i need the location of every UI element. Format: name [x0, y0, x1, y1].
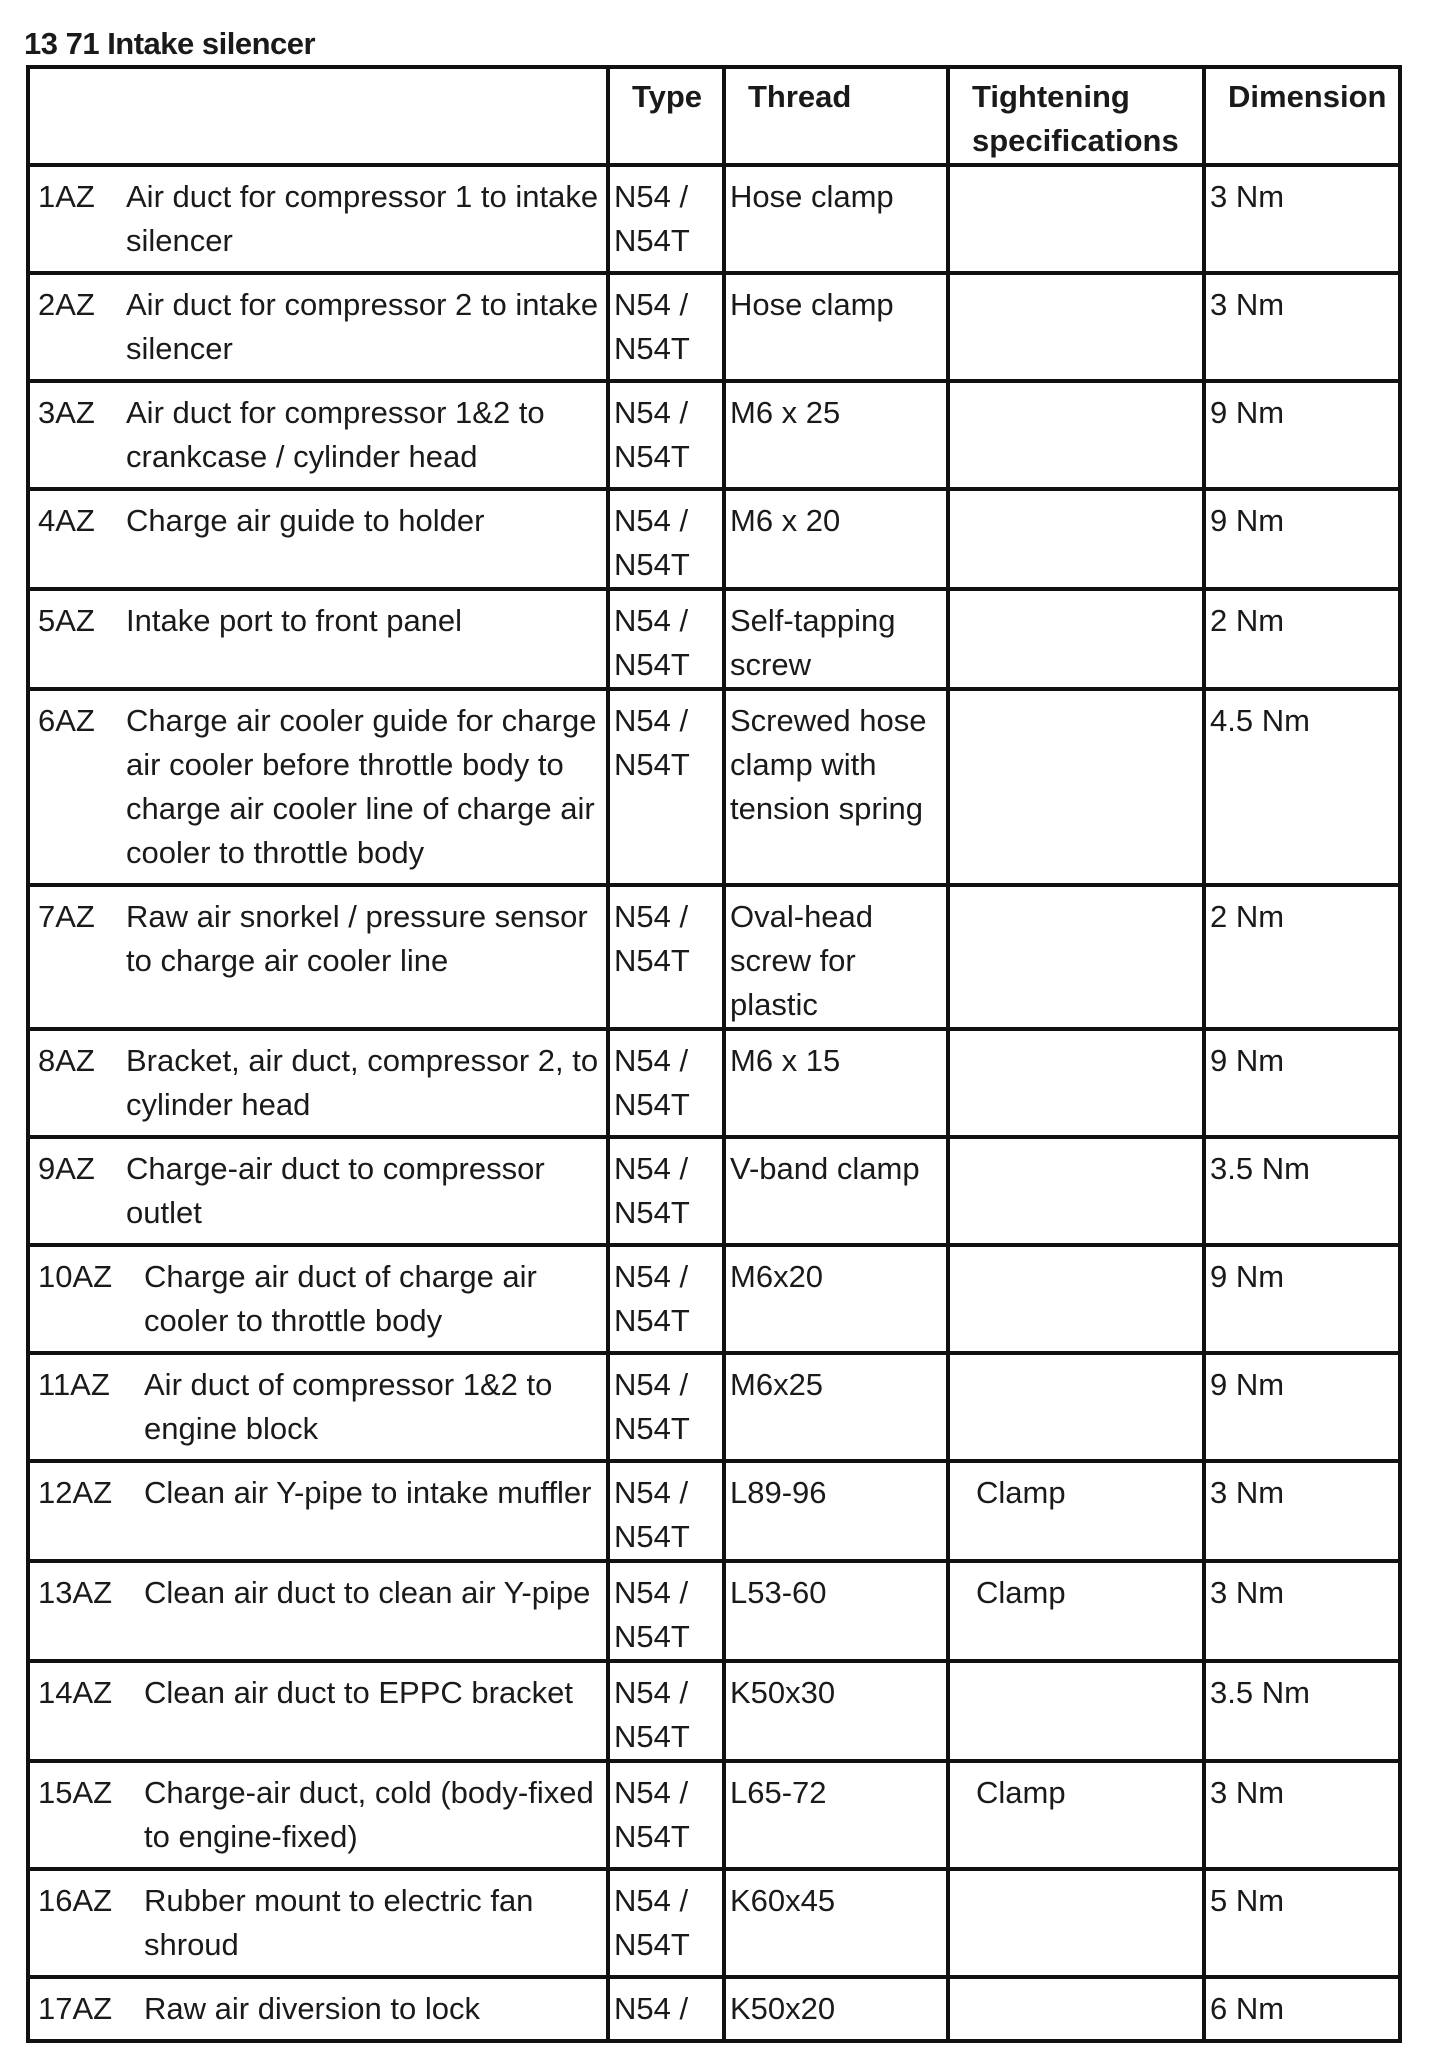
row-type-cell — [608, 1245, 724, 1353]
type-line-2: N54T — [614, 439, 690, 474]
item-code: 12AZ — [38, 1475, 113, 1510]
row-thread-cell: Hose clamp — [724, 273, 948, 381]
row-description-cell — [28, 273, 608, 381]
row-thread-cell: K50x30 — [724, 1661, 948, 1761]
row-dimension-cell: 3 Nm — [1204, 1461, 1400, 1561]
table-row — [28, 1137, 1400, 1245]
type-line-2: N54T — [614, 331, 690, 366]
table-row — [28, 1761, 1400, 1869]
row-dimension-cell: 3 Nm — [1204, 273, 1400, 381]
row-dimension-cell: 3 Nm — [1204, 1761, 1400, 1869]
table-body — [28, 165, 1400, 2041]
item-description: Air duct of compressor 1&2 to engine block — [144, 1367, 553, 1446]
row-dimension-cell: 9 Nm — [1204, 1353, 1400, 1461]
row-description-cell — [28, 1977, 608, 2041]
type-line-1: N54 / — [614, 1151, 689, 1186]
row-thread-cell: K60x45 — [724, 1869, 948, 1977]
row-type-cell — [608, 1461, 724, 1561]
type-line-1: N54 / — [614, 1043, 689, 1078]
row-description-cell — [28, 165, 608, 273]
row-dimension-cell: 9 Nm — [1204, 381, 1400, 489]
row-type-cell — [608, 589, 724, 689]
row-description-cell — [28, 489, 608, 589]
item-description: Bracket, air duct, compressor 2, to cylinder head — [126, 1043, 599, 1122]
header-type: Type — [608, 67, 724, 165]
item-code: 7AZ — [38, 899, 95, 934]
table-row — [28, 1561, 1400, 1661]
table-row — [28, 689, 1400, 885]
table-row — [28, 165, 1400, 273]
table-row — [28, 1029, 1400, 1137]
item-description: Air duct for compressor 2 to intake silencer — [126, 287, 599, 366]
row-thread-cell: L53-60 — [724, 1561, 948, 1661]
type-line-1: N54 / — [614, 703, 689, 738]
type-line-1: N54 / — [614, 287, 689, 322]
type-line-2: N54T — [614, 1303, 690, 1338]
type-line-2: N54T — [614, 1411, 690, 1446]
row-description-cell — [28, 689, 608, 885]
row-thread-cell: M6x25 — [724, 1353, 948, 1461]
row-type-cell — [608, 1029, 724, 1137]
type-line-1: N54 / — [614, 1259, 689, 1294]
table-row — [28, 1661, 1400, 1761]
header-dimension: Dimension — [1204, 67, 1400, 165]
row-description-cell — [28, 381, 608, 489]
row-dimension-cell: 9 Nm — [1204, 1029, 1400, 1137]
table-row — [28, 381, 1400, 489]
type-line-2: N54T — [614, 223, 690, 258]
type-line-2: N54T — [614, 647, 690, 682]
table-row — [28, 1977, 1400, 2041]
table-header-row — [28, 67, 1400, 165]
row-thread-cell: V-band clamp — [724, 1137, 948, 1245]
row-type-cell — [608, 1761, 724, 1869]
table-row — [28, 1461, 1400, 1561]
type-line-2: N54T — [614, 547, 690, 582]
item-code: 2AZ — [38, 287, 95, 322]
row-dimension-cell: 3.5 Nm — [1204, 1137, 1400, 1245]
type-line-1: N54 / — [614, 1575, 689, 1610]
header-thread: Thread — [724, 67, 948, 165]
item-code: 8AZ — [38, 1043, 95, 1078]
type-line-1: N54 / — [614, 1475, 689, 1510]
row-dimension-cell: 3 Nm — [1204, 1561, 1400, 1661]
row-type-cell — [608, 489, 724, 589]
row-dimension-cell: 2 Nm — [1204, 589, 1400, 689]
row-type-cell — [608, 273, 724, 381]
row-tightening-cell — [948, 381, 1204, 489]
row-description-cell — [28, 589, 608, 689]
row-type-cell — [608, 381, 724, 489]
type-line-1: N54 / — [614, 1991, 689, 2026]
row-tightening-cell — [948, 589, 1204, 689]
item-description: Intake port to front panel — [126, 603, 463, 638]
row-type-cell — [608, 1137, 724, 1245]
row-tightening-cell: Clamp — [948, 1761, 1204, 1869]
row-tightening-cell — [948, 1029, 1204, 1137]
row-tightening-cell — [948, 1245, 1204, 1353]
row-type-cell — [608, 689, 724, 885]
type-line-1: N54 / — [614, 603, 689, 638]
item-description: Charge-air duct to compressor outlet — [126, 1151, 545, 1230]
row-dimension-cell: 9 Nm — [1204, 489, 1400, 589]
row-tightening-cell — [948, 489, 1204, 589]
row-description-cell — [28, 1353, 608, 1461]
row-type-cell — [608, 1561, 724, 1661]
item-description: Charge air duct of charge air cooler to throttle body — [144, 1259, 537, 1338]
header-item — [28, 67, 608, 165]
row-tightening-cell — [948, 1661, 1204, 1761]
item-code: 10AZ — [38, 1259, 113, 1294]
row-thread-cell: L65-72 — [724, 1761, 948, 1869]
item-description: Rubber mount to electric fan shroud — [144, 1883, 534, 1962]
type-line-1: N54 / — [614, 179, 689, 214]
spec-table — [26, 65, 1402, 2043]
row-dimension-cell: 3 Nm — [1204, 165, 1400, 273]
type-line-2: N54T — [614, 943, 690, 978]
row-type-cell — [608, 1869, 724, 1977]
row-description-cell — [28, 1869, 608, 1977]
item-description: Charge air guide to holder — [126, 503, 485, 538]
row-tightening-cell — [948, 1869, 1204, 1977]
type-line-2: N54T — [614, 1927, 690, 1962]
row-description-cell — [28, 885, 608, 1029]
row-type-cell — [608, 885, 724, 1029]
row-thread-cell: Oval-head screw for plastic — [724, 885, 948, 1029]
type-line-1: N54 / — [614, 1775, 689, 1810]
type-line-1: N54 / — [614, 1883, 689, 1918]
row-dimension-cell: 6 Nm — [1204, 1977, 1400, 2041]
table-row — [28, 1353, 1400, 1461]
type-line-1: N54 / — [614, 1675, 689, 1710]
row-description-cell — [28, 1137, 608, 1245]
item-code: 17AZ — [38, 1991, 113, 2026]
type-line-1: N54 / — [614, 899, 689, 934]
item-code: 4AZ — [38, 503, 95, 538]
table-row — [28, 489, 1400, 589]
type-line-2: N54T — [614, 1819, 690, 1854]
item-description: Raw air snorkel / pressure sensor to charge air cooler line — [126, 899, 588, 978]
item-description: Charge air cooler guide for charge air cooler before throttle body to charge air cooler line of charge air cooler to throttle body — [126, 703, 597, 870]
row-dimension-cell: 2 Nm — [1204, 885, 1400, 1029]
row-tightening-cell — [948, 165, 1204, 273]
row-tightening-cell: Clamp — [948, 1561, 1204, 1661]
row-description-cell — [28, 1029, 608, 1137]
row-thread-cell: M6 x 20 — [724, 489, 948, 589]
row-thread-cell: M6 x 25 — [724, 381, 948, 489]
row-description-cell — [28, 1561, 608, 1661]
type-line-2: N54T — [614, 1719, 690, 1754]
table-row — [28, 1869, 1400, 1977]
page-title: 13 71 Intake silencer — [24, 26, 316, 61]
item-code: 14AZ — [38, 1675, 113, 1710]
row-tightening-cell: Clamp — [948, 1461, 1204, 1561]
item-code: 13AZ — [38, 1575, 113, 1610]
item-code: 16AZ — [38, 1883, 113, 1918]
type-line-1: N54 / — [614, 395, 689, 430]
item-description: Air duct for compressor 1 to intake silencer — [126, 179, 599, 258]
row-thread-cell: K50x20 — [724, 1977, 948, 2041]
row-tightening-cell — [948, 1137, 1204, 1245]
item-description: Raw air diversion to lock — [144, 1991, 480, 2026]
row-thread-cell: Screwed hose clamp with tension spring — [724, 689, 948, 885]
row-dimension-cell: 5 Nm — [1204, 1869, 1400, 1977]
item-description: Clean air Y-pipe to intake muffler — [144, 1475, 592, 1510]
type-line-1: N54 / — [614, 503, 689, 538]
item-code: 15AZ — [38, 1775, 113, 1810]
item-code: 1AZ — [38, 179, 95, 214]
row-thread-cell: Hose clamp — [724, 165, 948, 273]
item-description: Charge-air duct, cold (body-fixed to engine-fixed) — [144, 1775, 594, 1854]
row-dimension-cell: 9 Nm — [1204, 1245, 1400, 1353]
item-description: Air duct for compressor 1&2 to crankcase / cylinder head — [126, 395, 545, 474]
type-line-2: N54T — [614, 1519, 690, 1554]
row-tightening-cell — [948, 885, 1204, 1029]
type-line-2: N54T — [614, 1619, 690, 1654]
type-line-2: N54T — [614, 747, 690, 782]
type-line-2: N54T — [614, 1195, 690, 1230]
row-dimension-cell: 4.5 Nm — [1204, 689, 1400, 885]
row-type-cell — [608, 1977, 724, 2041]
table-row — [28, 1245, 1400, 1353]
row-type-cell — [608, 1353, 724, 1461]
table-row — [28, 589, 1400, 689]
row-dimension-cell: 3.5 Nm — [1204, 1661, 1400, 1761]
item-description: Clean air duct to clean air Y-pipe — [144, 1575, 591, 1610]
row-thread-cell: Self-tapping screw — [724, 589, 948, 689]
type-line-2: N54T — [614, 1087, 690, 1122]
item-code: 5AZ — [38, 603, 95, 638]
item-code: 9AZ — [38, 1151, 95, 1186]
item-code: 11AZ — [38, 1367, 110, 1402]
row-tightening-cell — [948, 273, 1204, 381]
item-code: 3AZ — [38, 395, 95, 430]
header-tightening: Tightening specifications — [948, 67, 1204, 165]
row-description-cell — [28, 1245, 608, 1353]
row-description-cell — [28, 1761, 608, 1869]
row-type-cell — [608, 1661, 724, 1761]
item-description: Clean air duct to EPPC bracket — [144, 1675, 574, 1710]
row-tightening-cell — [948, 689, 1204, 885]
row-thread-cell: L89-96 — [724, 1461, 948, 1561]
row-type-cell — [608, 165, 724, 273]
row-thread-cell: M6 x 15 — [724, 1029, 948, 1137]
row-description-cell — [28, 1661, 608, 1761]
row-tightening-cell — [948, 1353, 1204, 1461]
row-description-cell — [28, 1461, 608, 1561]
item-code: 6AZ — [38, 703, 95, 738]
table-row — [28, 273, 1400, 381]
table-row — [28, 885, 1400, 1029]
type-line-1: N54 / — [614, 1367, 689, 1402]
row-tightening-cell — [948, 1977, 1204, 2041]
row-thread-cell: M6x20 — [724, 1245, 948, 1353]
